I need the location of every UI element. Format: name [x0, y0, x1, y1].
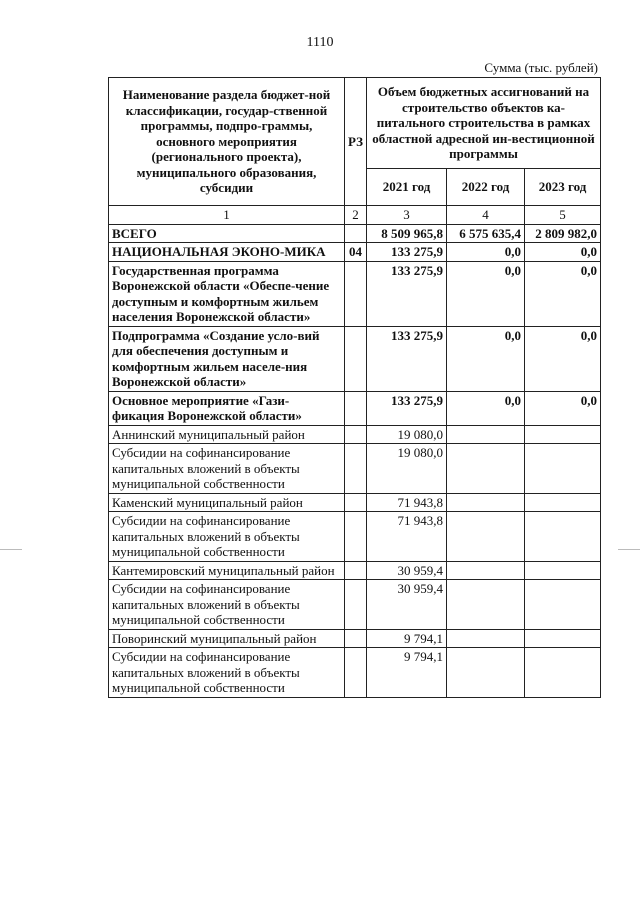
row-value-2023: [525, 648, 601, 698]
table-row: [109, 425, 601, 444]
row-value-2023: [525, 425, 601, 444]
row-value-2022: [447, 493, 525, 512]
row-value-2022: [447, 561, 525, 580]
column-number-row: [109, 206, 601, 225]
table-row: [109, 391, 601, 425]
row-value-2022: 0,0: [447, 326, 525, 391]
right-margin-mark: [618, 549, 640, 550]
row-rz: 04: [345, 243, 367, 262]
row-name: Субсидии на софинансирование капитальных вложений в объекты муниципальной собственности: [109, 512, 345, 562]
header-rz: РЗ: [345, 78, 367, 206]
row-value-2021: 19 080,0: [367, 444, 447, 494]
row-value-2021: 71 943,8: [367, 512, 447, 562]
row-value-2021: 19 080,0: [367, 425, 447, 444]
table-row: [109, 493, 601, 512]
row-value-2021: 133 275,9: [367, 243, 447, 262]
row-value-2021: 133 275,9: [367, 326, 447, 391]
col-number-2: 2: [345, 206, 367, 225]
row-name: Субсидии на софинансирование капитальных вложений в объекты муниципальной собственности: [109, 580, 345, 630]
row-value-2022: [447, 425, 525, 444]
row-name: Поворинский муниципальный район: [109, 629, 345, 648]
row-value-2023: 0,0: [525, 243, 601, 262]
row-value-2021: 133 275,9: [367, 391, 447, 425]
row-name: Субсидии на софинансирование капитальных вложений в объекты муниципальной собственности: [109, 444, 345, 494]
row-name: Подпрограмма «Создание усло-вий для обеспечения доступным и комфортным жильем населе-ния Воронежской области»: [109, 326, 345, 391]
header-volume: Объем бюджетных ассигнований на строительство объектов ка-питального строительства в рамках областной адресной ин-вестиционной программы: [367, 78, 601, 169]
row-rz: [345, 580, 367, 630]
row-value-2023: [525, 629, 601, 648]
row-value-2022: 0,0: [447, 391, 525, 425]
row-name: ВСЕГО: [109, 224, 345, 243]
header-year-2021: 2021 год: [367, 169, 447, 206]
budget-table: [108, 77, 601, 698]
row-value-2022: [447, 629, 525, 648]
row-name: Субсидии на софинансирование капитальных вложений в объекты муниципальной собственности: [109, 648, 345, 698]
row-value-2021: 71 943,8: [367, 493, 447, 512]
row-rz: [345, 425, 367, 444]
row-value-2023: 0,0: [525, 261, 601, 326]
row-value-2021: 30 959,4: [367, 561, 447, 580]
row-value-2023: [525, 493, 601, 512]
row-value-2021: 133 275,9: [367, 261, 447, 326]
table-row: [109, 326, 601, 391]
header-name: Наименование раздела бюджет-ной классификации, государ-ственной программы, подпро-граммы, основного мероприятия (регионального проекта), муниципального образования, субсидии: [109, 78, 345, 206]
row-value-2022: [447, 444, 525, 494]
row-value-2021: 30 959,4: [367, 580, 447, 630]
row-value-2021: 9 794,1: [367, 629, 447, 648]
row-value-2023: [525, 580, 601, 630]
row-rz: [345, 391, 367, 425]
row-name: Аннинский муниципальный район: [109, 425, 345, 444]
row-value-2022: 6 575 635,4: [447, 224, 525, 243]
row-rz: [345, 326, 367, 391]
header-year-2022: 2022 год: [447, 169, 525, 206]
row-value-2023: 0,0: [525, 391, 601, 425]
row-name: Государственная программа Воронежской области «Обеспе-чение доступным и комфортным жильем населения Воронежской области»: [109, 261, 345, 326]
row-value-2023: 0,0: [525, 326, 601, 391]
table-row: [109, 648, 601, 698]
row-rz: [345, 224, 367, 243]
row-value-2022: [447, 648, 525, 698]
row-rz: [345, 512, 367, 562]
row-rz: [345, 629, 367, 648]
table-row: [109, 561, 601, 580]
row-value-2022: 0,0: [447, 243, 525, 262]
col-number-3: 3: [367, 206, 447, 225]
table-row: [109, 224, 601, 243]
row-name: НАЦИОНАЛЬНАЯ ЭКОНО-МИКА: [109, 243, 345, 262]
row-value-2023: 2 809 982,0: [525, 224, 601, 243]
col-number-4: 4: [447, 206, 525, 225]
page-number: 1110: [306, 35, 334, 50]
row-value-2022: [447, 512, 525, 562]
row-value-2021: 9 794,1: [367, 648, 447, 698]
row-rz: [345, 648, 367, 698]
row-value-2022: [447, 580, 525, 630]
row-rz: [345, 261, 367, 326]
col-number-1: 1: [109, 206, 345, 225]
row-value-2023: [525, 444, 601, 494]
row-rz: [345, 493, 367, 512]
row-name: Кантемировский муниципальный район: [109, 561, 345, 580]
header-year-2023: 2023 год: [525, 169, 601, 206]
row-value-2023: [525, 512, 601, 562]
row-value-2021: 8 509 965,8: [367, 224, 447, 243]
row-name: Основное мероприятие «Гази-фикация Воронежской области»: [109, 391, 345, 425]
row-rz: [345, 561, 367, 580]
table-row: [109, 629, 601, 648]
row-value-2022: 0,0: [447, 261, 525, 326]
left-margin-mark: [0, 549, 22, 550]
table-row: [109, 261, 601, 326]
row-name: Каменский муниципальный район: [109, 493, 345, 512]
units-caption: Сумма (тыс. рублей): [484, 60, 598, 75]
row-value-2023: [525, 561, 601, 580]
table-row: [109, 243, 601, 262]
table-row: [109, 512, 601, 562]
row-rz: [345, 444, 367, 494]
table-row: [109, 580, 601, 630]
header-row: [109, 78, 601, 169]
table-row: [109, 444, 601, 494]
col-number-5: 5: [525, 206, 601, 225]
